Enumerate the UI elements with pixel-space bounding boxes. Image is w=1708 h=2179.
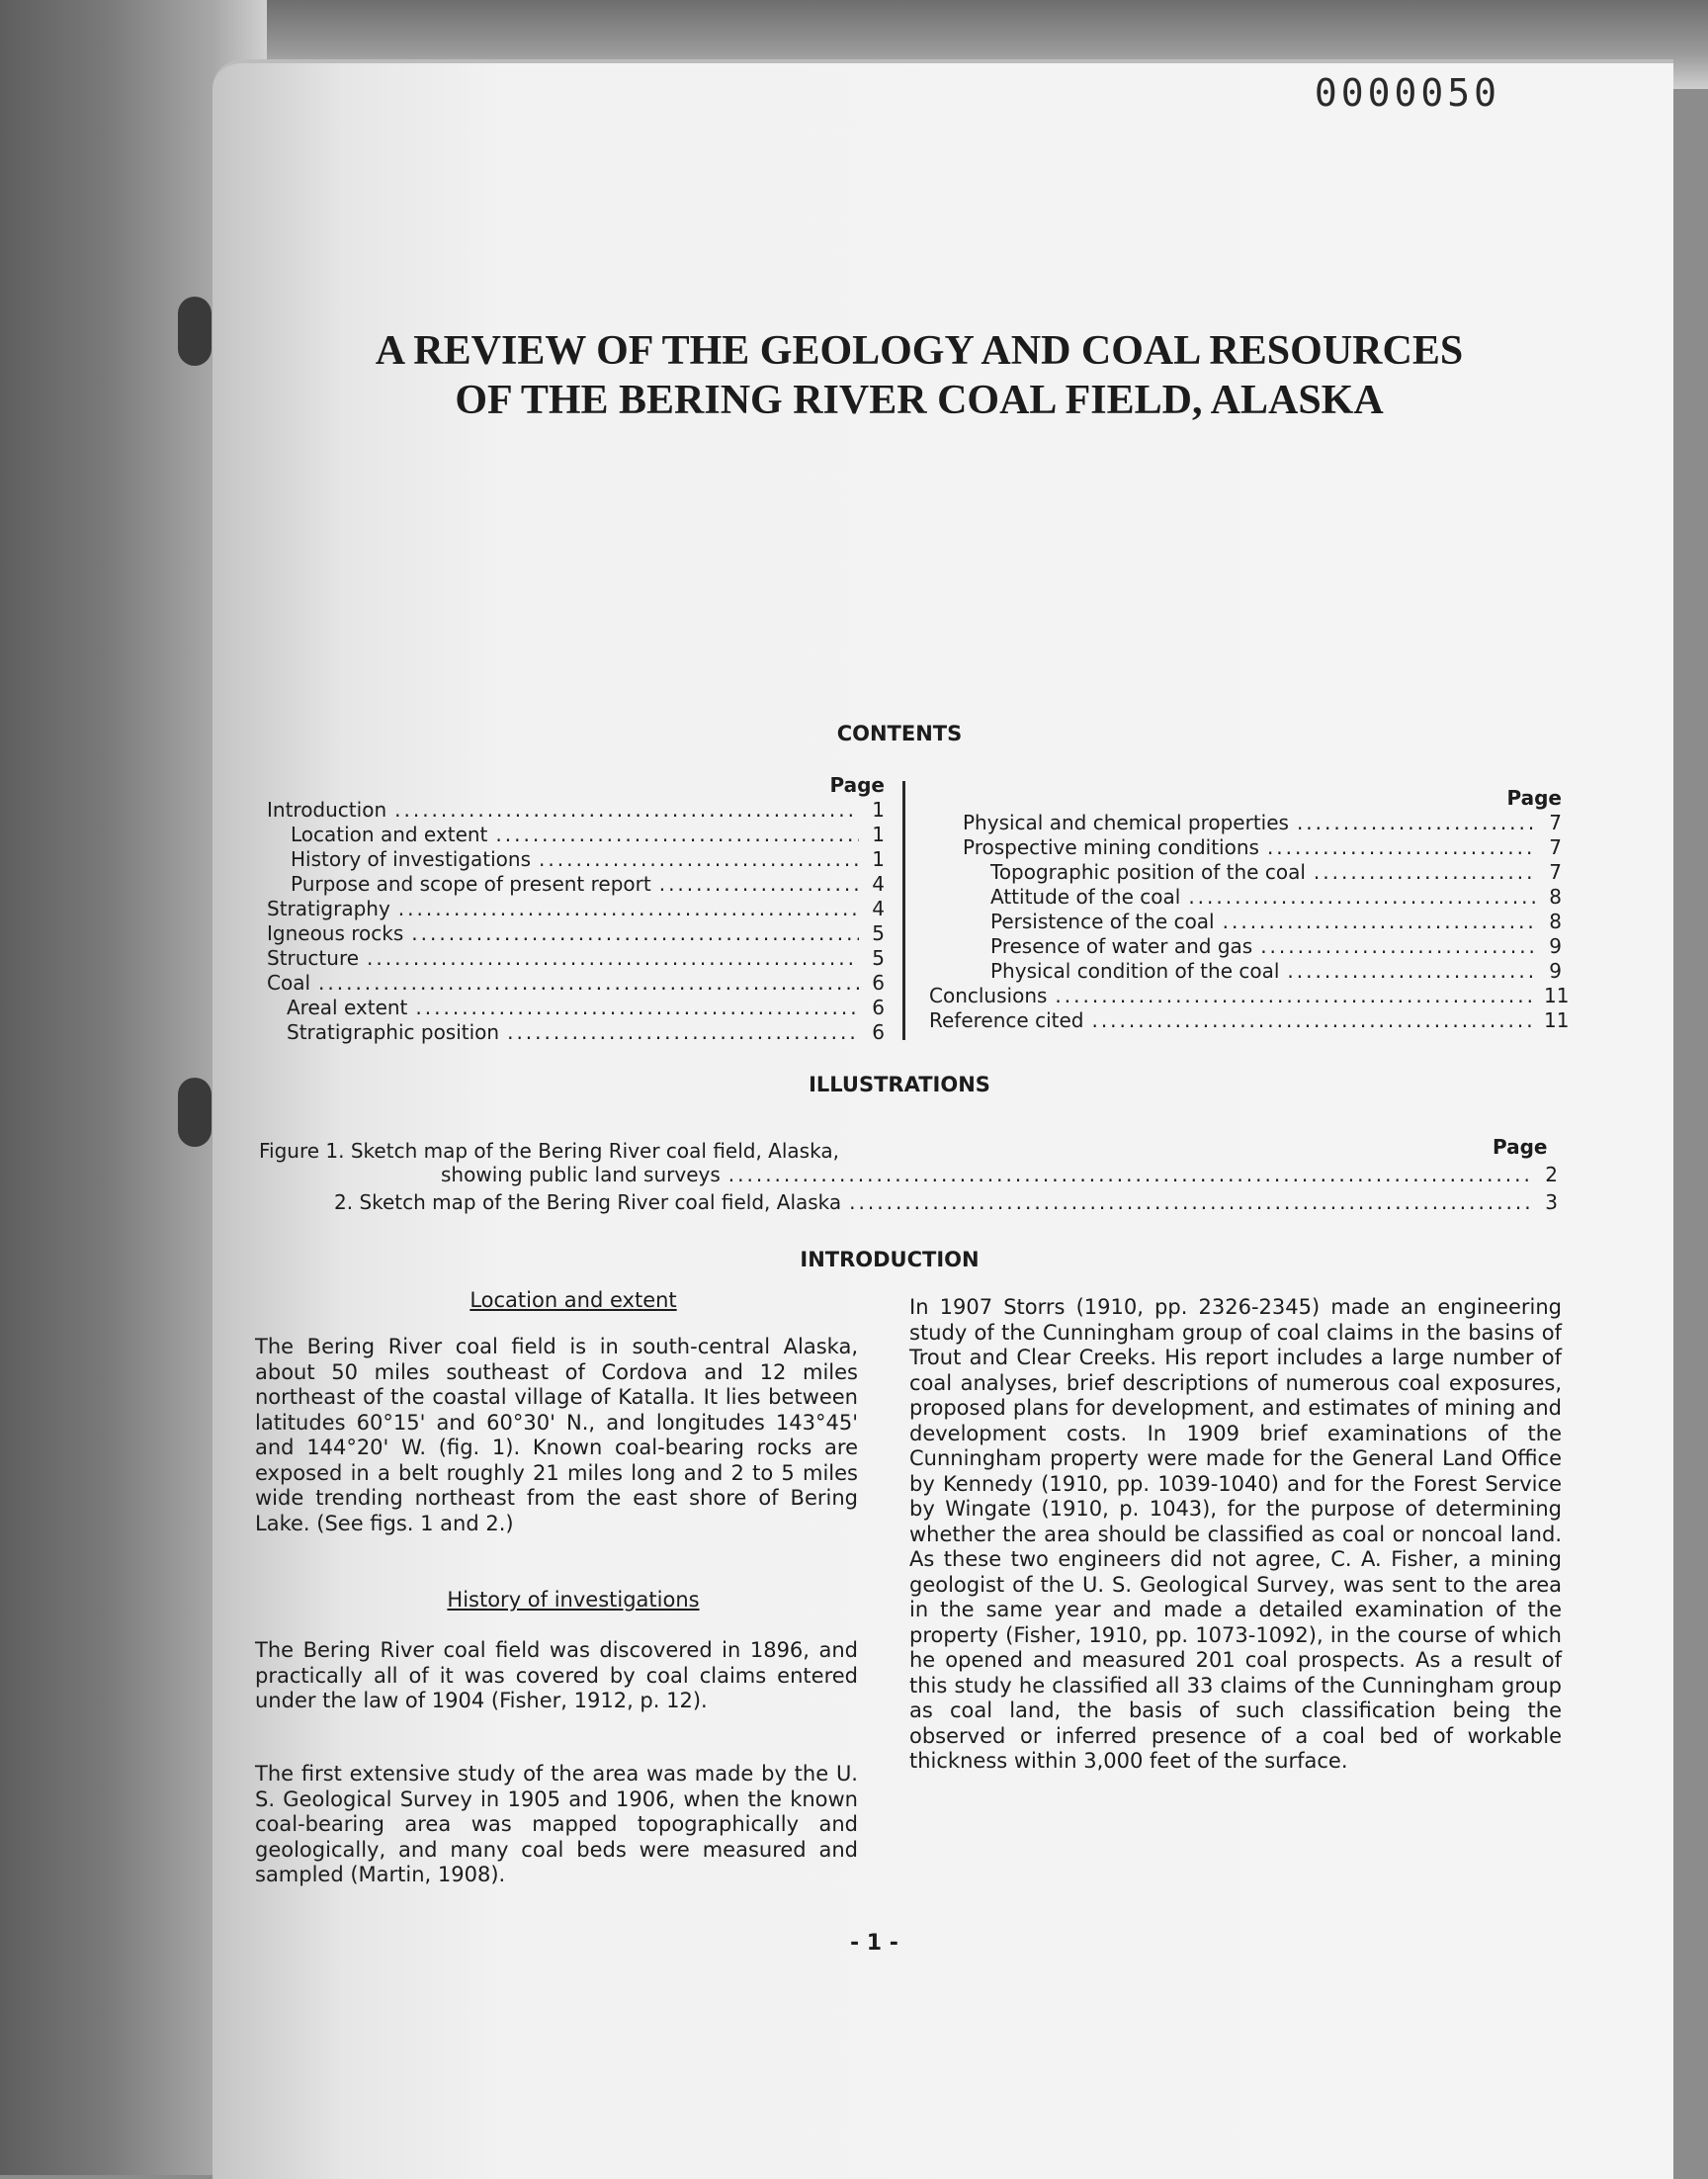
contents-page-label-right: Page: [1506, 786, 1562, 810]
toc-entry: Location and extent ..... 1: [267, 823, 885, 847]
toc-entry: Areal extent ..... 6: [267, 996, 885, 1020]
toc-entry: Coal ..... 6: [267, 971, 885, 996]
toc-entry: Topographic position of the coal ..... 7: [929, 860, 1562, 885]
toc-entry: Igneous rocks ..... 5: [267, 921, 885, 946]
toc-entry: Reference cited ..... 11: [929, 1008, 1562, 1033]
introduction-heading: INTRODUCTION: [800, 1248, 980, 1271]
figure-1-page: 2: [1545, 1163, 1558, 1186]
title-line-2: OF THE BERING RIVER COAL FIELD, ALASKA: [455, 378, 1384, 423]
location-heading: Location and extent: [470, 1288, 677, 1312]
toc-entry: Stratigraphic position ..... 6: [267, 1020, 885, 1045]
contents-page-label: Page: [829, 773, 885, 797]
contents-right-column: [929, 786, 1570, 1033]
figure-2-line: 2. Sketch map of the Bering River coal field, Alaska: [334, 1190, 842, 1214]
toc-entry: Stratigraphy ..... 4: [267, 897, 885, 921]
contents-divider: [902, 781, 905, 1040]
punch-hole-top: [178, 297, 212, 366]
figure-1-line-2: showing public land surveys: [441, 1163, 721, 1186]
history-paragraph-2: The first extensive study of the area was made by the U. S. Geological Survey in 1905 and 1906, when the known coal-bearing area was mapped topographically and geologically, and many coal beds were measured and sampled (Martin, 1908).: [255, 1762, 858, 1886]
toc-entry: Purpose and scope of present report ..... 4: [267, 872, 885, 897]
toc-entry: Physical and chemical properties ..... 7: [929, 811, 1562, 835]
toc-entry: Attitude of the coal ..... 8: [929, 885, 1562, 910]
contents-left-column: [267, 773, 885, 1045]
figure-2-page: 3: [1545, 1190, 1558, 1214]
punch-hole-middle: [178, 1078, 212, 1147]
location-paragraph: The Bering River coal field is in south-central Alaska, about 50 miles southeast of Cordova and 12 miles northeast of the coastal village of Katalla. It lies between latitudes 60°15' and 60°30' N., and longitudes 143°45' and 144°20' W. (fig. 1). Known coal-bearing rocks are exposed in a belt roughly 21 miles long and 2 to 5 miles wide trending northeast from the east shore of Bering Lake. (See figs. 1 and 2.): [255, 1335, 858, 1535]
contents-heading: CONTENTS: [836, 722, 963, 745]
toc-entry: History of investigations ..... 1: [267, 847, 885, 872]
figure-2-entry: [334, 1190, 1558, 1215]
history-heading: History of investigations: [447, 1588, 700, 1612]
toc-entry: Structure ..... 5: [267, 946, 885, 971]
toc-entry: Physical condition of the coal ..... 9: [929, 959, 1562, 984]
toc-entry: Prospective mining conditions ..... 7: [929, 835, 1562, 860]
toc-entry: Conclusions ..... 11: [929, 984, 1562, 1008]
toc-entry: Introduction ..... 1: [267, 798, 885, 823]
figure-1-line-1: Figure 1. Sketch map of the Bering River coal field, Alaska,: [259, 1139, 839, 1163]
illustrations-heading: ILLUSTRATIONS: [809, 1073, 990, 1096]
title-line-1: A REVIEW OF THE GEOLOGY AND COAL RESOURCES: [375, 328, 1464, 374]
illustrations-page-label: Page: [1493, 1135, 1548, 1159]
figure-1-entry: [441, 1163, 1558, 1187]
toc-entry: Persistence of the coal ..... 8: [929, 910, 1562, 934]
toc-entry: Presence of water and gas ..... 9: [929, 934, 1562, 959]
document-title: [326, 326, 1512, 425]
history-paragraph-1: The Bering River coal field was discovered in 1896, and practically all of it was covered by coal claims entered under the law of 1904 (Fisher, 1912, p. 12).: [255, 1638, 858, 1712]
page-number: - 1 -: [850, 1931, 898, 1956]
history-paragraph-right: In 1907 Storrs (1910, pp. 2326-2345) made an engineering study of the Cunningham group of coal claims in the basins of Trout and Clear Creeks. His report includes a large number of coal analyses, brief descriptions of numerous coal exposures, proposed plans for development, and estimates of mining and development costs. In 1909 brief examinations of the Cunningham property were made for the General Land Office by Kennedy (1910, pp. 1039-1040) and for the Forest Service by Wingate (1910, p. 1043), for the purpose of determining whether the area should be classified as coal or noncoal land. As these two engineers did not agree, C. A. Fisher, a mining geologist of the U. S. Geological Survey, was sent to the area in the same year and made a detailed examination of the property (Fisher, 1910, pp. 1073-1092), in the course of which he opened and measured 201 coal prospects. As a result of this study he classified all 33 claims of the Cunningham group as coal land, the basis of such classification being the observed or inferred presence of a coal bed of workable thickness within 3,000 feet of the surface.: [909, 1295, 1562, 1773]
document-number: 0000050: [1314, 71, 1500, 115]
